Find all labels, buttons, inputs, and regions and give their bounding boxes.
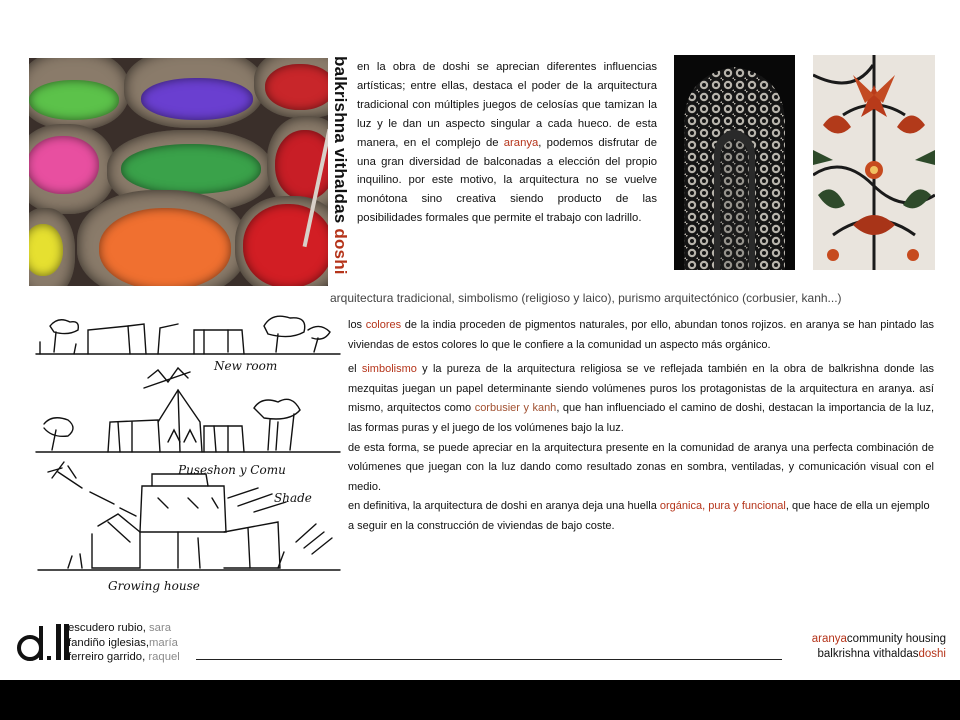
body-text bbox=[348, 316, 934, 537]
jali-lattice-photo bbox=[674, 55, 795, 270]
sketch-label-growing-house: Growing house bbox=[108, 579, 200, 593]
author-1: escudero rubio, sara bbox=[68, 622, 171, 634]
keyword-colores: colores bbox=[365, 319, 402, 331]
paragraph-colors: los colores de la india proceden de pigmentos naturales, por ello, abundan tonos rojizos. en aranya se han pintado las viviendas de estos colores lo que le confiere a la comunidad un aspecto más orgánico. bbox=[348, 319, 935, 351]
sketch-label-circulation: Puseshon y Comu bbox=[178, 463, 286, 477]
vertical-architect-title bbox=[332, 56, 352, 286]
title-surname-accent: doshi bbox=[331, 228, 350, 275]
authors-list bbox=[68, 621, 180, 665]
title-name: balkrishna vithaldas bbox=[331, 56, 350, 224]
hand-sketch-drawings bbox=[28, 302, 348, 598]
intro-text-1: en la obra de doshi se aprecian diferentes influencias artísticas; entre ellas, destaca el poder de la arquitectura tradicional con múltiples juegos de celosías que tamizan la luz y le dan un aspecto singular a cada hueco. de esta manera, en el complejo de bbox=[357, 61, 657, 149]
marble-inlay-photo bbox=[813, 55, 935, 270]
svg-text:d.ll: d.ll bbox=[16, 622, 18, 623]
project-title: aranyacommunity housing balkrishna vithaldasdoshi bbox=[811, 633, 946, 660]
paragraph-symbolism: el simbolismo y la pureza de la arquitectura religiosa se ve reflejada también en la obra de balkrishna donde las mezquitas juegan un papel determinante siendo volúmenes puros los protagonistas de la arquitectura en aranya. así mismo, arquitectos como corbusier y kanh, que han influenciado el camino de doshi, destacan la importancia de la luz, las formas puras y el juego de los volúmenes bajo la luz. bbox=[348, 363, 934, 434]
paragraph-combination: de esta forma, se puede apreciar en la arquitectura presente en la comunidad de aranya una perfecta combinación de volúmenes que juegan con la luz dando como resultado zonas en sombra, ventiladas, y comunicación visual con el medio. bbox=[348, 441, 934, 493]
author-3: ferreiro garrido, raquel bbox=[68, 651, 180, 663]
author-2: fandiño iglesias,maría bbox=[68, 636, 178, 649]
keyword-corbusier-kanh: corbusier y kanh bbox=[474, 402, 557, 415]
paragraph-conclusion: en definitiva, la arquitectura de doshi en aranya deja una huella orgánica, pura y funcional, que hace de ella un ejemplo a seguir en la construcción de viviendas de bajo coste. bbox=[348, 500, 930, 532]
intro-text-2: , podemos disfrutar de una gran diversidad de balconadas a elección del propio inquilino. por este motivo, la arquitectura no se vuelve monótona sino creativa siendo producto de las posibilidades formales que permite el trabajo con ladrillo. bbox=[357, 136, 657, 225]
bottom-black-bar bbox=[0, 680, 960, 720]
intro-accent: aranya bbox=[503, 136, 539, 149]
footer-divider bbox=[196, 659, 782, 660]
intro-paragraph bbox=[357, 58, 657, 228]
pigment-powders-photo bbox=[29, 58, 328, 286]
keyword-organica: orgánica, pura y funcional bbox=[659, 500, 786, 513]
keyword-simbolismo: simbolismo bbox=[361, 363, 417, 376]
sketch-label-new-room: New room bbox=[214, 359, 278, 373]
dll-logo bbox=[16, 622, 70, 662]
sketch-label-shade: Shade bbox=[274, 491, 312, 505]
influences-subtitle: arquitectura tradicional, simbolismo (religioso y laico), purismo arquitectónico (corbusier, kanh...) bbox=[330, 291, 842, 305]
